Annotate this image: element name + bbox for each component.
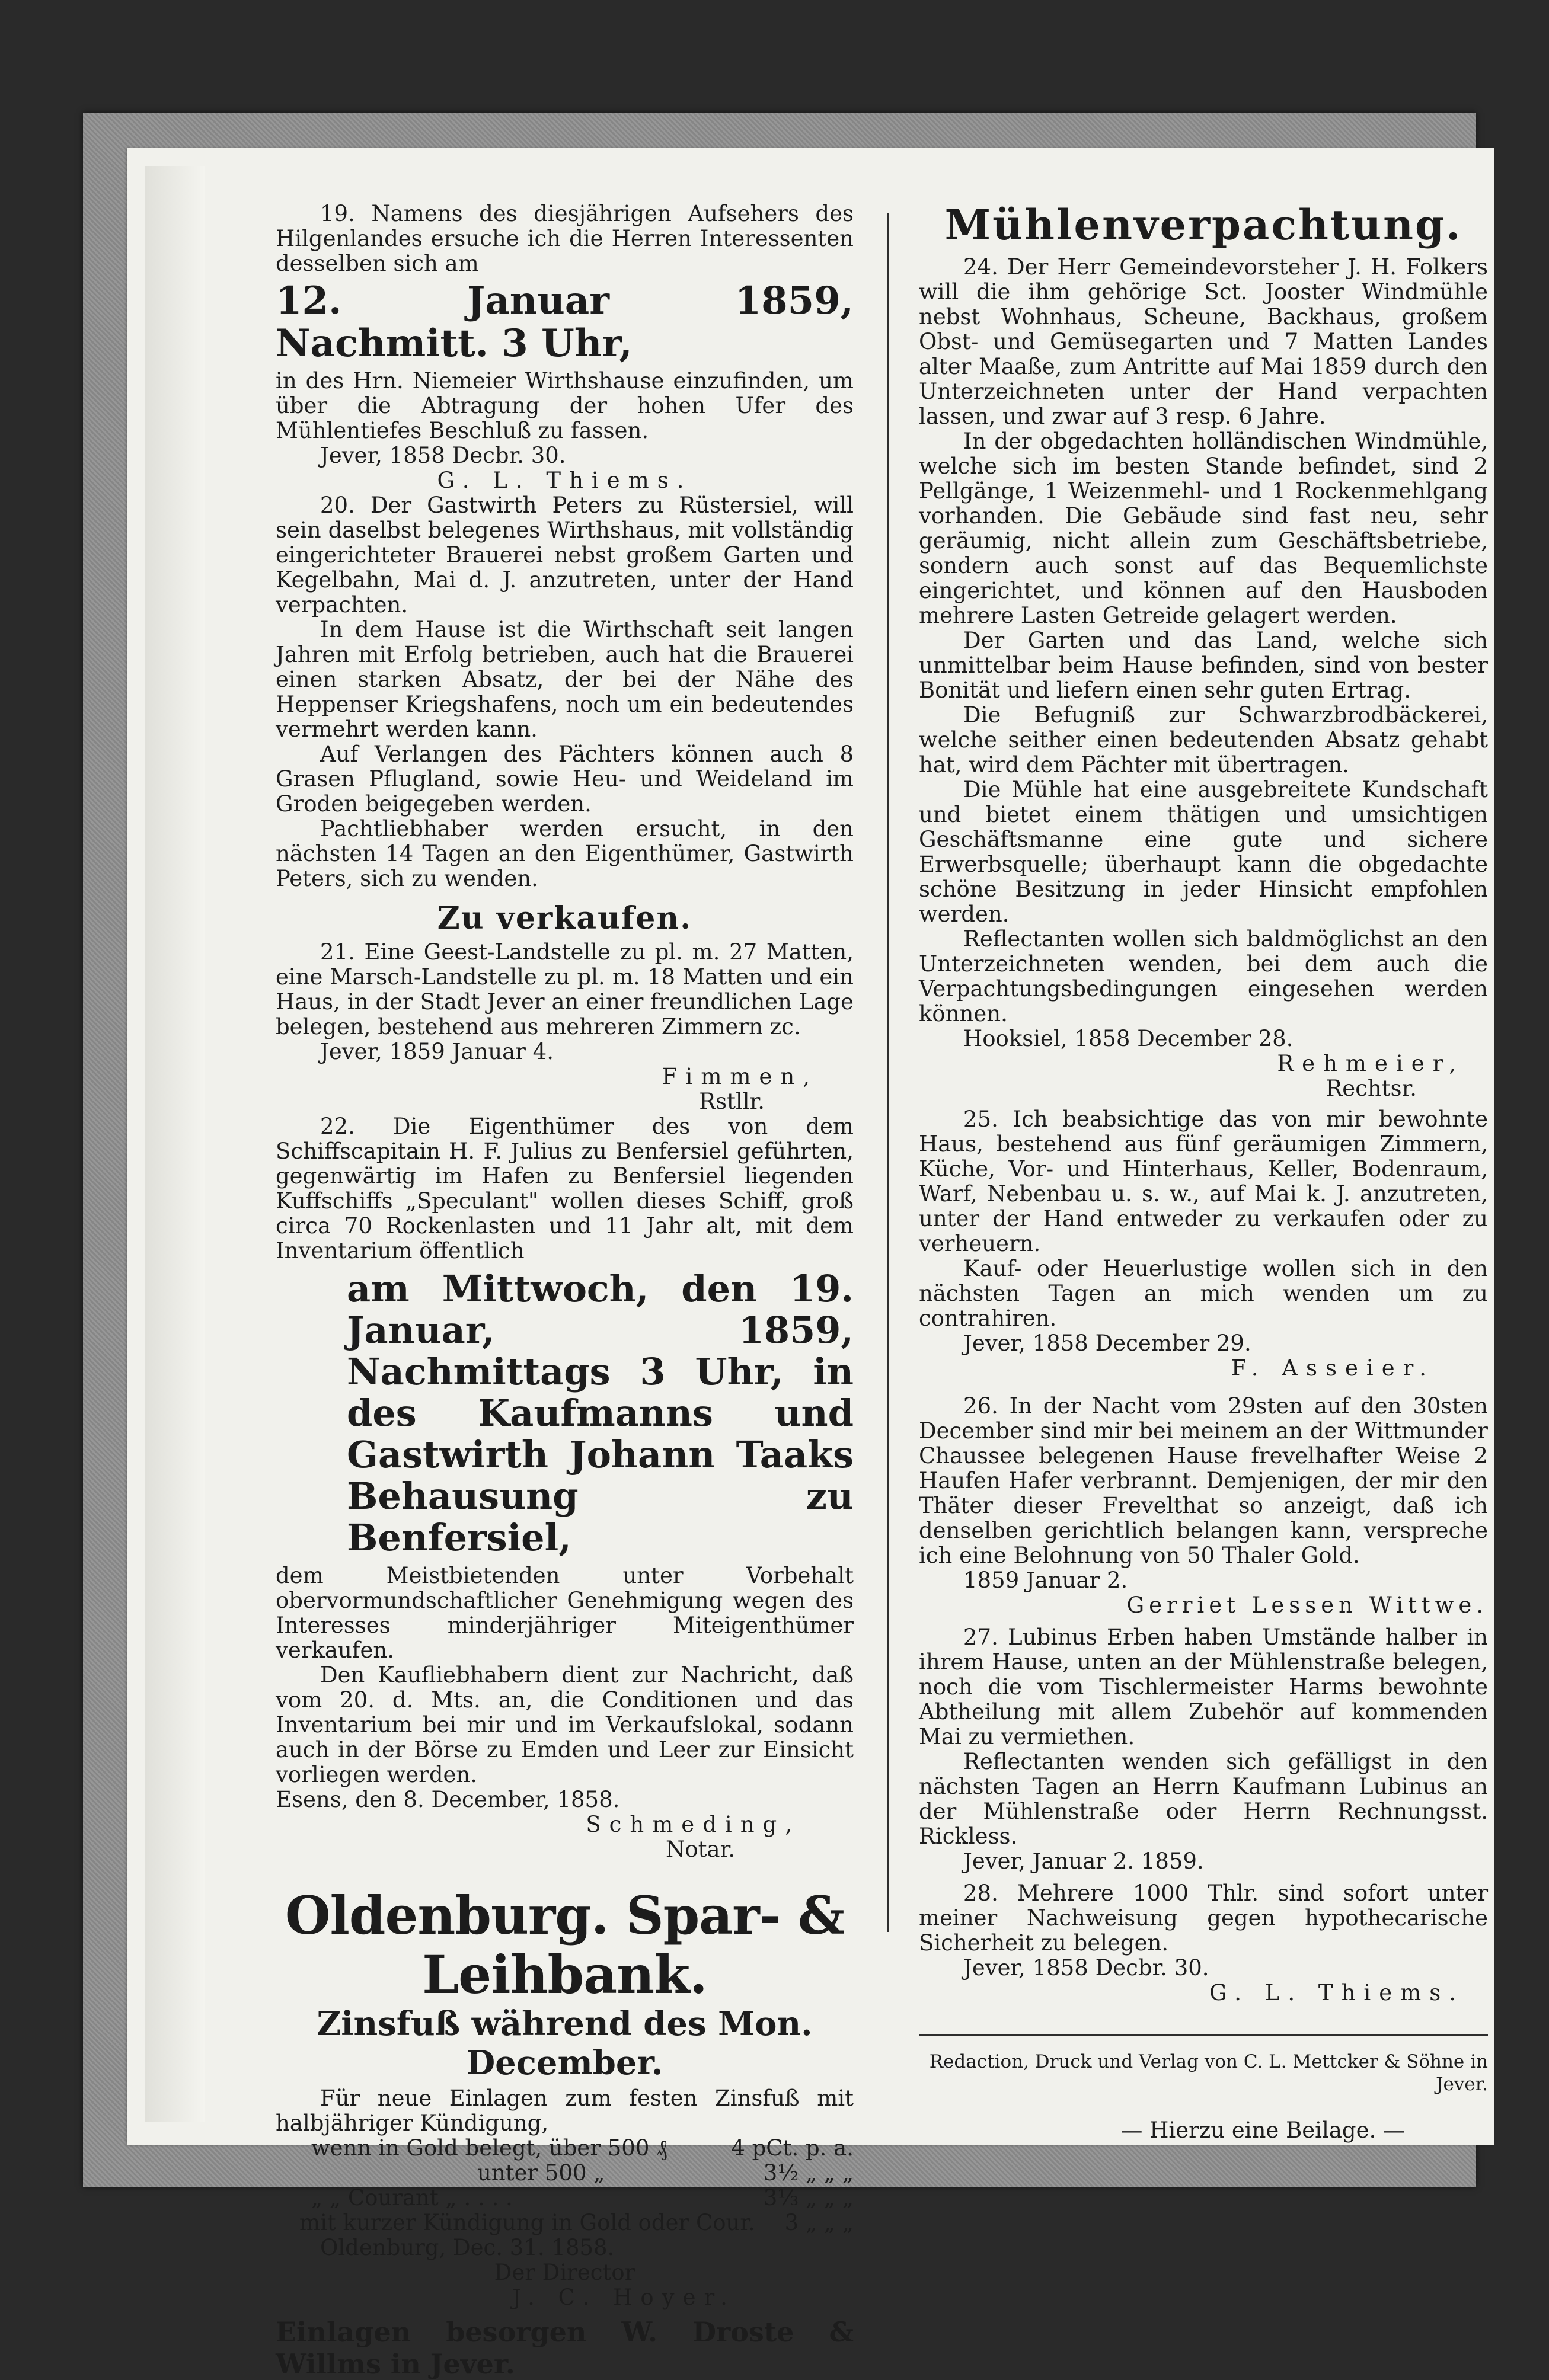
notice-20 <box>276 493 854 891</box>
notice-25-signature: F. Asseier. <box>1231 1355 1435 1381</box>
notice-22-auction-date: am Mittwoch, den 19. Januar, 1859, Nachmittags 3 Uhr, in des Kaufmanns und Gastwirth Johann Taaks Behausung zu Benfersiel, <box>347 1267 854 1559</box>
notice-27-p2: Reflectanten wenden sich gefälligst in den nächsten Tagen an Herrn Kaufmann Lubinus an der Mühlenstraße oder Herrn Rechnungsst. Rickless. <box>919 1749 1488 1849</box>
notice-24-p1: 24. Der Herr Gemeindevorsteher J. H. Folkers will die ihm gehörige Sct. Jooster Windmühle nebst Wohnhaus, Scheune, Backhaus, großem Obst- und Gemüsegarten und 7 Matten Landes alter Maaße, zum Antritte auf Mai 1859 durch den Unterzeichneten unter der Hand verpachten lassen, und zwar auf 3 resp. 6 Jahre. <box>919 254 1488 429</box>
notice-24-p2: In der obgedachten holländischen Windmühle, welche sich im besten Stande befindet, sind 2 Pellgänge, 1 Weizenmehl- und 1 Rockenmehlgang vorhanden. Die Gebäude sind fast neu, sehr geräumig, nicht allein zum Geschäftsbetriebe, sondern auch sonst auf das Bequemlichste eingerichtet, und können auf den Hausboden mehrere Lasten Getreide gelagert werden. <box>919 428 1488 628</box>
bank-title: Oldenburg. Spar- & Leihbank. <box>285 1885 845 2005</box>
bank-rate-row <box>276 2186 854 2211</box>
notice-28-p1: 28. Mehrere 1000 Thlr. sind sofort unter meiner Nachweisung gegen hypothecarische Sicherheit zu belegen. <box>919 1880 1488 1956</box>
notice-20-p4: Pachtliebhaber werden ersucht, in den nächsten 14 Tagen an den Eigenthümer, Gastwirth Peters, sich zu wenden. <box>276 816 854 891</box>
notice-26-p1: 26. In der Nacht vom 29sten auf den 30sten December sind mir bei meinem an der Wittmunder Chaussee belegenen Hause frevelhafter Weise 2 Haufen Hafer verbrannt. Demjenigen, der mir den Thäter dieser Frevelthat so anzeigt, daß ich denselben gerichtlich belangen kann, verspreche ich eine Belohnung von 50 Thaler Gold. <box>919 1393 1488 1568</box>
notice-27 <box>919 1625 1488 1874</box>
notice-19-intro: 19. Namens des diesjährigen Aufsehers des Hilgenlandes ersuche ich die Herren Interessenten desselben sich am <box>276 201 854 276</box>
imprint: Redaction, Druck und Verlag von C. L. Mettcker & Söhne in Jever. <box>929 2051 1488 2095</box>
bank-rate-value: 3 „ „ „ <box>784 2210 854 2235</box>
notice-21-signature: Fimmen, <box>662 1064 818 1089</box>
notice-27-p1: 27. Lubinus Erben haben Umstände halber in ihrem Hause, unten an der Mühlenstraße belegen, noch die vom Tischlermeister Harms bewohnte Abtheilung mit allem Zubehör auf kommenden Mai zu vermiethen. <box>919 1624 1488 1749</box>
notice-22-signature: Schmeding, <box>586 1812 800 1837</box>
notice-24-p5: Die Mühle hat eine ausgebreitete Kundschaft und bietet einem thätigen und umsichtigen Geschäftsmanne eine gute und sichere Erwerbsquelle; überhaupt kann die obgedachte schöne Besitzung in jeder Hinsicht empfohlen werden. <box>919 777 1488 927</box>
notice-28-place: Jever, 1858 Decbr. 30. <box>963 1955 1209 1981</box>
notice-22-p3: Den Kaufliebhabern dient zur Nachricht, daß vom 20. d. Mts. an, die Conditionen und das Inventarium bei mir und im Verkaufslokal, sodann auch in der Börse zu Emden und Leer zur Einsicht vorliegen werden. <box>276 1662 854 1787</box>
bank-director-role: Der Director <box>494 2260 635 2285</box>
notice-22-signature-role: Notar. <box>666 1837 735 1862</box>
left-column <box>276 201 854 2380</box>
notice-24-p4: Die Befugniß zur Schwarzbrodbäckerei, welche seither einen bedeutenden Absatz gehabt hat, wird dem Pächter mit übertragen. <box>919 702 1488 778</box>
bank-director-signature: J. C. Hoyer. <box>512 2285 736 2310</box>
notice-21-place: Jever, 1859 Januar 4. <box>320 1039 554 1064</box>
bank-place: Oldenburg, Dec. 31. 1858. <box>320 2235 615 2260</box>
notice-24-p6: Reflectanten wollen sich baldmöglichst an den Unterzeichneten wenden, bei dem auch die Verpachtungsbedingungen eingesehen werden können. <box>919 926 1488 1026</box>
notice-25-p1: 25. Ich beabsichtige das von mir bewohnte Haus, bestehend aus fünf geräumigen Zimmern, Küche, Vor- und Hinterhaus, Keller, Bodenraum, Warf, Nebenbau u. s. w., auf Mai k. J. anzutreten, unter der Hand entweder zu verkaufen oder zu verheuern. <box>919 1106 1488 1256</box>
notice-24-signature: Rehmeier, <box>1277 1051 1464 1076</box>
notice-26-signature: Gerriet Lessen Wittwe. <box>1126 1592 1488 1618</box>
notice-20-p2: In dem Hause ist die Wirthschaft seit langen Jahren mit Erfolg betrieben, auch hat die Brauerei einen starken Absatz, der bei der Nähe des Heppenser Kriegshafens, noch um ein bedeutendes vermehrt werden kann. <box>276 617 854 742</box>
notice-19 <box>276 201 854 493</box>
notice-26 <box>919 1394 1488 1618</box>
notice-28 <box>919 1881 1488 2005</box>
section-heading-mill: Mühlenverpachtung. <box>944 200 1462 249</box>
bank-rate-value: 3½ „ „ „ <box>763 2160 854 2186</box>
bank-ad <box>276 1886 854 2380</box>
notice-24-p3: Der Garten und das Land, welche sich unmittelbar beim Hause befinden, sind von bester Bonität und liefern einen sehr guten Ertrag. <box>919 628 1488 703</box>
bank-subtitle: Zinsfuß während des Mon. December. <box>317 2004 813 2082</box>
notice-21-signature-role: Rstllr. <box>699 1089 765 1114</box>
footer-rule <box>919 2034 1488 2036</box>
notice-25-place: Jever, 1858 December 29. <box>963 1330 1251 1356</box>
bank-rate-row <box>276 2161 854 2186</box>
bank-rate-label: „ „ Courant „ . . . . <box>311 2185 513 2211</box>
column-divider <box>887 213 889 1932</box>
notice-28-signature: G. L. Thiems. <box>1209 1980 1464 2005</box>
notice-19-body: in des Hrn. Niemeier Wirthshause einzufinden, um über die Abtragung der hohen Ufer des Mühlentiefes Beschluß zu fassen. <box>276 368 854 443</box>
notice-19-datetime: 12. Januar 1859, Nachmitt. 3 Uhr, <box>276 279 854 366</box>
bank-footer: Einlagen besorgen W. Droste & Willms in Jever. <box>276 2316 854 2380</box>
right-column <box>919 201 1488 2143</box>
page-gutter <box>145 166 205 2122</box>
notice-19-place: Jever, 1858 Decbr. 30. <box>320 443 566 468</box>
notice-20-p1: 20. Der Gastwirth Peters zu Rüstersiel, will sein daselbst belegenes Wirthshaus, mit vollständig eingerichteter Brauerei nebst großem Garten und Kegelbahn, Mai d. J. anzutreten, unter der Hand verpachten. <box>276 492 854 618</box>
section-heading-sale: Zu verkaufen. <box>437 900 692 936</box>
notice-21-body: 21. Eine Geest-Landstelle zu pl. m. 27 Matten, eine Marsch-Landstelle zu pl. m. 18 Matten und ein Haus, in der Stadt Jever an einer freundlichen Lage belegen, bestehend aus mehreren Zimmern zc. <box>276 939 854 1039</box>
bank-rate-label: wenn in Gold belegt, über 500 ₰ <box>311 2135 667 2161</box>
notice-21 <box>276 940 854 1114</box>
notice-27-place: Jever, Januar 2. 1859. <box>963 1848 1204 1874</box>
notice-24-signature-role: Rechtsr. <box>1326 1076 1417 1101</box>
notice-19-signature: G. L. Thiems. <box>437 468 692 493</box>
notice-22-intro: 22. Die Eigenthümer des von dem Schiffscapitain H. F. Julius zu Benfersiel geführten, gegenwärtig im Hafen zu Benfersiel liegenden Kuffschiffs „Speculant" wollen dieses Schiff, groß circa 70 Rockenlasten und 11 Jahr alt, mit dem Inventarium öffentlich <box>276 1114 854 1263</box>
bank-rate-row <box>276 2136 854 2161</box>
bank-rate-value: 4 pCt. p. a. <box>731 2135 854 2161</box>
notice-25-p2: Kauf- oder Heuerlustige wollen sich in den nächsten Tagen an mich wenden um zu contrahiren. <box>919 1256 1488 1331</box>
notice-22-p2: dem Meistbietenden unter Vorbehalt obervormundschaftlicher Genehmigung wegen des Interesses minderjähriger Miteigenthümer verkaufen. <box>276 1563 854 1663</box>
supplement-note: — Hierzu eine Beilage. — <box>1120 2117 1405 2143</box>
bank-rate-value: 3⅓ „ „ „ <box>763 2185 854 2211</box>
notice-26-place: 1859 Januar 2. <box>963 1568 1128 1593</box>
notice-24 <box>919 255 1488 1101</box>
bank-rate-label: mit kurzer Kündigung in Gold oder Cour. <box>299 2210 755 2235</box>
notice-20-p3: Auf Verlangen des Pächters können auch 8 Grasen Pflugland, sowie Heu- und Weideland im Groden beigegeben werden. <box>276 741 854 817</box>
bank-rate-label: unter 500 „ <box>477 2160 605 2186</box>
notice-22-place: Esens, den 8. December, 1858. <box>276 1787 620 1812</box>
bank-rate-row <box>276 2211 854 2235</box>
notice-22 <box>276 1114 854 1862</box>
notice-24-place: Hooksiel, 1858 December 28. <box>963 1026 1294 1051</box>
notice-25 <box>919 1107 1488 1381</box>
bank-intro: Für neue Einlagen zum festen Zinsfuß mit halbjähriger Kündigung, <box>276 2085 854 2136</box>
